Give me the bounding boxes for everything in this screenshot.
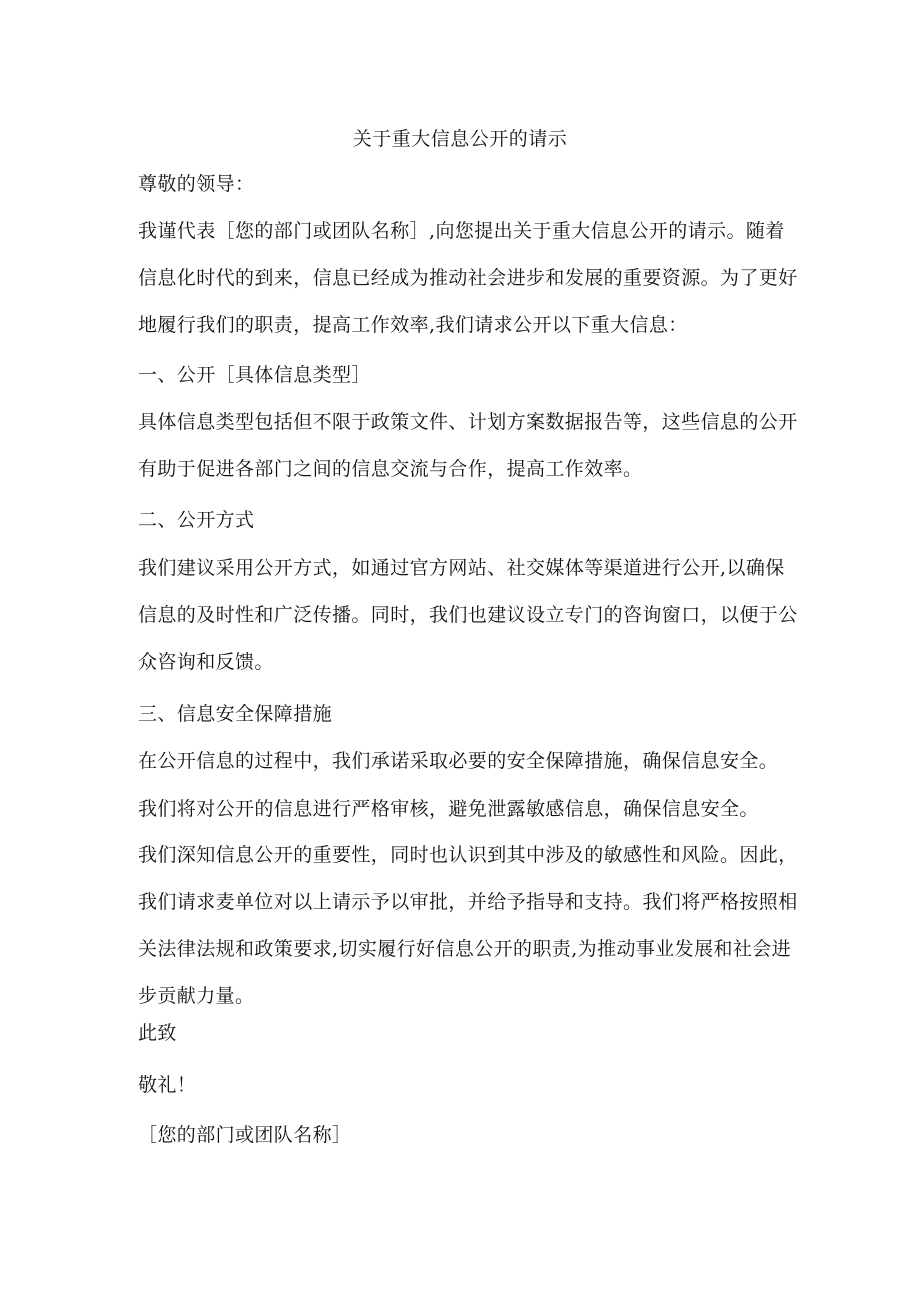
section-3-line-2: 我们将对公开的信息进行严格审核，避免泄露敏感信息，确保信息安全。 <box>138 798 759 820</box>
signature: ［您的部门或团队名称］ <box>138 1124 352 1146</box>
section-3-heading: 三、信息安全保障措施 <box>138 703 333 725</box>
sign-off-2: 敬礼！ <box>138 1074 197 1096</box>
section-3-line-1: 在公开信息的过程中，我们承诺采取必要的安全保障措施，确保信息安全。 <box>138 750 779 772</box>
intro-paragraph: 我谨代表［您的部门或团队名称］,向您提出关于重大信息公开的请示。随着信息化时代的到来，信息已经成为推动社会进步和发展的重要资源。为了更好地履行我们的职责，提高工作效率,我们请求公开以下重大信息： <box>138 220 798 336</box>
closing-paragraph: 我们深知信息公开的重要性，同时也认识到其中涉及的敏感性和风险。因此，我们请求麦单位对以上请示予以审批，并给予指导和支持。我们将严格按照相关法律法规和政策要求,切实履行好信息公开的职责,为推动事业发展和社会进步贡献力量。 <box>138 844 798 1007</box>
section-2-heading: 二、公开方式 <box>138 509 255 531</box>
salutation: 尊敬的领导： <box>138 173 255 195</box>
section-1-heading: 一、公开［具体信息类型］ <box>138 364 371 386</box>
sign-off-1: 此致 <box>138 1022 177 1044</box>
section-2-body: 我们建议采用公开方式，如通过官方网站、社交媒体等渠道进行公开,以确保信息的及时性和广泛传播。同时，我们也建议设立专门的咨询窗口，以便于公众咨询和反馈。 <box>138 557 798 673</box>
section-1-body: 具体信息类型包括但不限于政策文件、计划方案数据报告等，这些信息的公开有助于促进各部门之间的信息交流与合作，提高工作效率。 <box>138 411 798 480</box>
document-title: 关于重大信息公开的请示 <box>352 128 568 150</box>
